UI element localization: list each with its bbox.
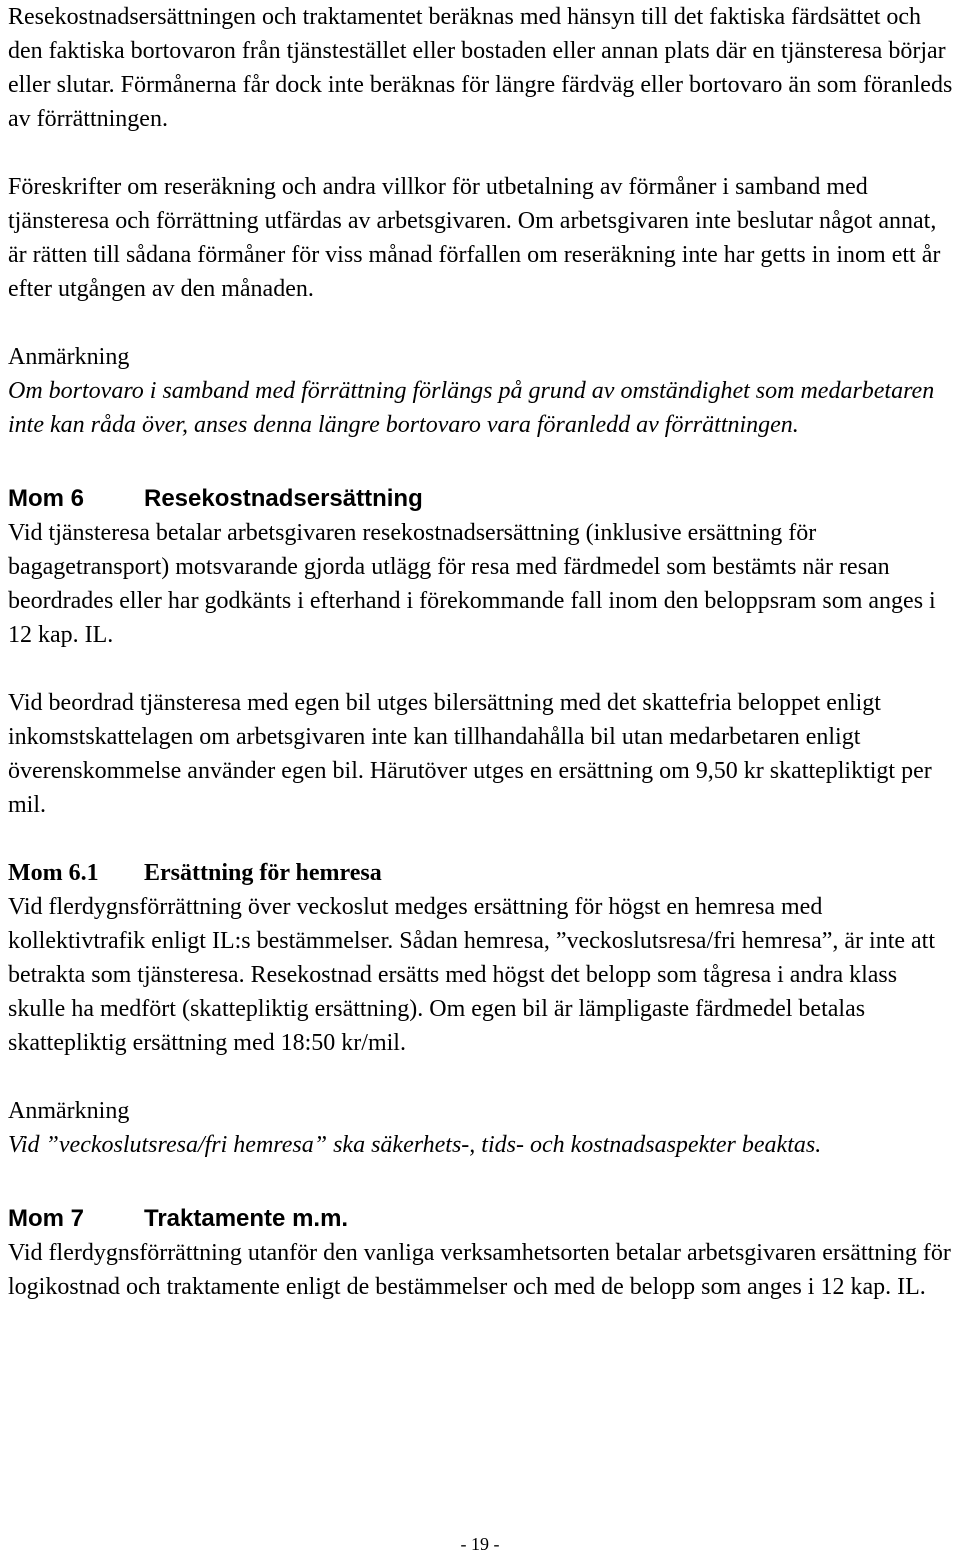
section-number: Mom 6 bbox=[8, 485, 85, 512]
note-label: Anmärkning bbox=[8, 344, 130, 370]
paragraph-mom7-allowance: Vid flerdygnsförrättning utanför den vanliga verksamhetsorten betalar arbetsgivaren ersättning för logikostnad och traktamente enligt de bestämmelser och med de belopp som anges i 12 kap. IL. bbox=[8, 1240, 951, 1300]
page-number: - 19 - bbox=[460, 1534, 500, 1554]
document-page bbox=[8, 0, 956, 1304]
paragraph-mom6-1-home-travel: Vid flerdygnsförrättning över veckoslut medges ersättning för högst en hemresa med kollektivtrafik enligt IL:s bestämmelser. Sådan hemresa, ”veckoslutsresa/fri hemresa”, är inte att betrakta som tjänsteresa. Resekostnad ersätts med högst det belopp som tågresa i andra klass skulle ha medfört (skattepliktig ersättning). Om egen bil är lämpligaste färdmedel betalas skattepliktig ersättning med 18:50 kr/mil. bbox=[8, 894, 936, 1056]
note-text: Om bortovaro i samband med förrättning förlängs på grund av omständighet som medarbetaren inte kan råda över, anses denna längre bortovaro vara föranledd av förrättningen. bbox=[8, 378, 935, 438]
section-heading-mom6-1 bbox=[8, 856, 956, 890]
paragraph-travel-claim-rules: Föreskrifter om reseräkning och andra villkor för utbetalning av förmåner i samband med tjänsteresa och förrättning utfärdas av arbetsgivaren. Om arbetsgivaren inte beslutar något annat, är rätten till sådana förmåner för viss månad förfallen om reseräkning inte har getts in inom ett år efter utgången av den månaden. bbox=[8, 174, 941, 302]
paragraph-mom6-reimbursement: Vid tjänsteresa betalar arbetsgivaren resekostnadsersättning (inklusive ersättning för bagagetransport) motsvarande gjorda utlägg för resa med färdmedel som bestämts när resan beordrades eller har godkänts i efterhand i förekommande fall inom den beloppsram som anges i 12 kap. IL. bbox=[8, 520, 936, 648]
section-number: Mom 7 bbox=[8, 1205, 85, 1232]
paragraph-travel-compensation-basis: Resekostnadsersättningen och traktamentet beräknas med hänsyn till det faktiska färdsättet och den faktiska bortovaron från tjänstestället eller bostaden eller annan plats där en tjänsteresa börjar eller slutar. Förmånerna får dock inte beräknas för längre färdväg eller bortovaro än som föranleds av förrättningen. bbox=[8, 4, 953, 132]
section-number: Mom 6.1 bbox=[8, 860, 99, 886]
section-title: Resekostnadsersättning bbox=[144, 485, 423, 512]
section-heading-mom7 bbox=[8, 1202, 956, 1236]
section-heading-mom6 bbox=[8, 482, 956, 516]
note-label: Anmärkning bbox=[8, 1098, 130, 1124]
paragraph-mom6-car-allowance: Vid beordrad tjänsteresa med egen bil utges bilersättning med det skattefria beloppet enligt inkomstskattelagen om arbetsgivaren inte kan tillhandahålla bil utan medarbetaren enligt överenskommelse använder egen bil. Härutöver utges en ersättning om 9,50 kr skattepliktigt per mil. bbox=[8, 690, 932, 818]
section-title: Ersättning för hemresa bbox=[144, 860, 382, 886]
section-title: Traktamente m.m. bbox=[144, 1205, 349, 1232]
note-text: Vid ”veckoslutsresa/fri hemresa” ska säkerhets-, tids- och kostnadsaspekter beaktas. bbox=[8, 1132, 822, 1158]
